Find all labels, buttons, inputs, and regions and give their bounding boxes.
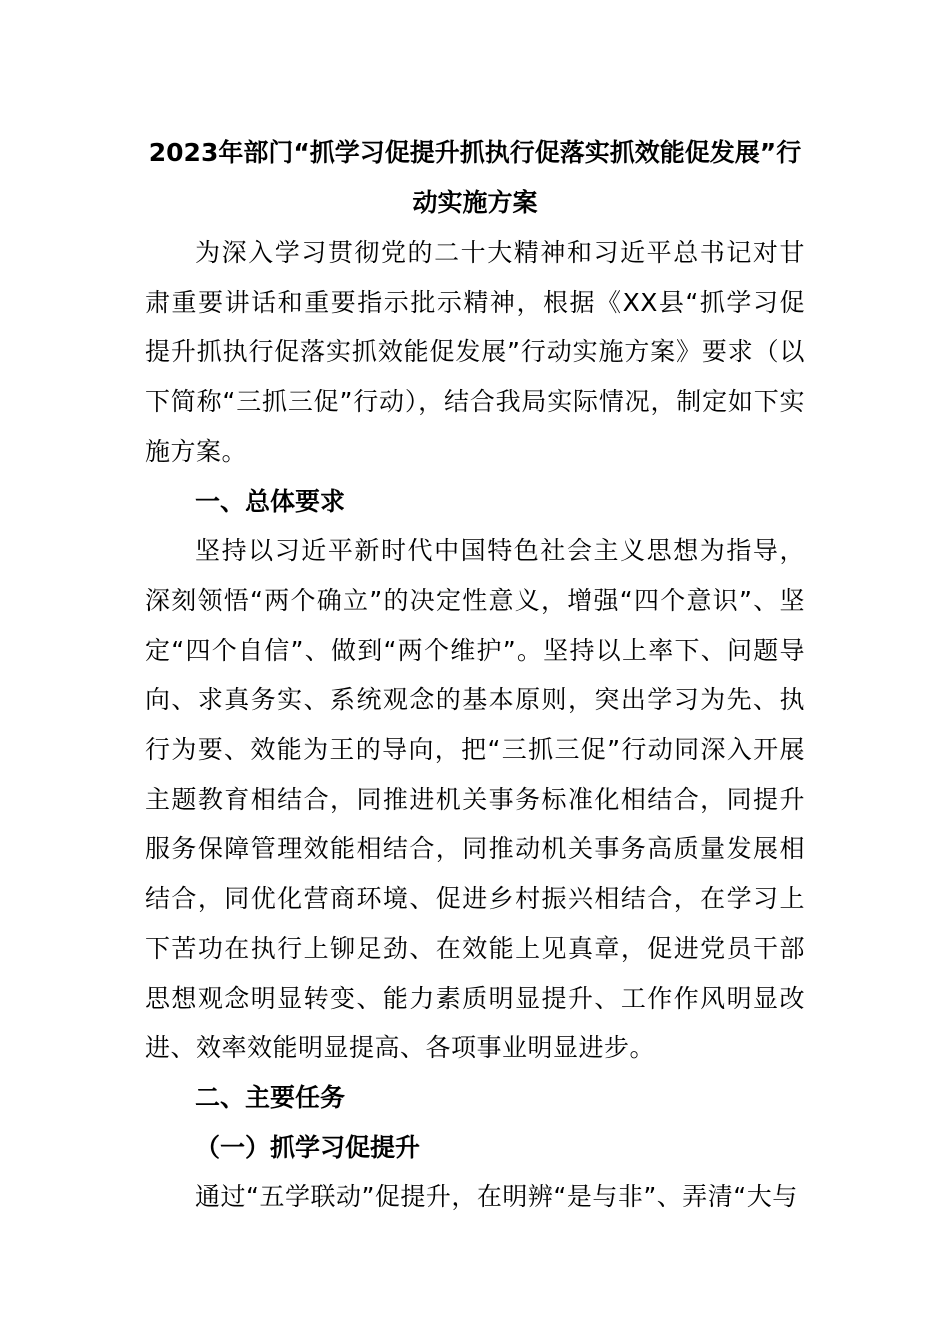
document-title: 2023年部门“抓学习促提升抓执行促落实抓效能促发展”行动实施方案 bbox=[148, 138, 802, 217]
section-heading-main-tasks: 二、主要任务 bbox=[195, 1082, 346, 1112]
section-heading-general-requirements: 一、总体要求 bbox=[195, 486, 346, 516]
subsection-heading-study: （一）抓学习促提升 bbox=[195, 1132, 421, 1162]
general-requirements-paragraph: 坚持以习近平新时代中国特色社会主义思想为指导，深刻领悟“两个确立”的决定性意义，增强“四个意识”、坚定“四个自信”、做到“两个维护”。坚持以上率下、问题导向、求真务实、系统观念的基本原则，突出学习为先、执行为要、效能为王的导向，把“三抓三促”行动同深入开展主题教育相结合，同推进机关事务标准化相结合，同提升服务保障管理效能相结合，同推动机关事务高质量发展相结合，同优化营商环境、促进乡村振兴相结合，在学习上下苦功在执行上铆足劲、在效能上见真章，促进党员干部思想观念明显转变、能力素质明显提升、工作作风明显改进、效率效能明显提高、各项事业明显进步。 bbox=[145, 536, 805, 1063]
intro-paragraph: 为深入学习贯彻党的二十大精神和习近平总书记对甘肃重要讲话和重要指示批示精神，根据《XX县“抓学习促提升抓执行促落实抓效能促发展”行动实施方案》要求（以下简称“三抓三促”行动），结合我局实际情况，制定如下实施方案。 bbox=[145, 238, 805, 466]
document-body bbox=[145, 128, 805, 1222]
study-paragraph: 通过“五学联动”促提升，在明辨“是与非”、弄清“大与 bbox=[195, 1182, 798, 1212]
